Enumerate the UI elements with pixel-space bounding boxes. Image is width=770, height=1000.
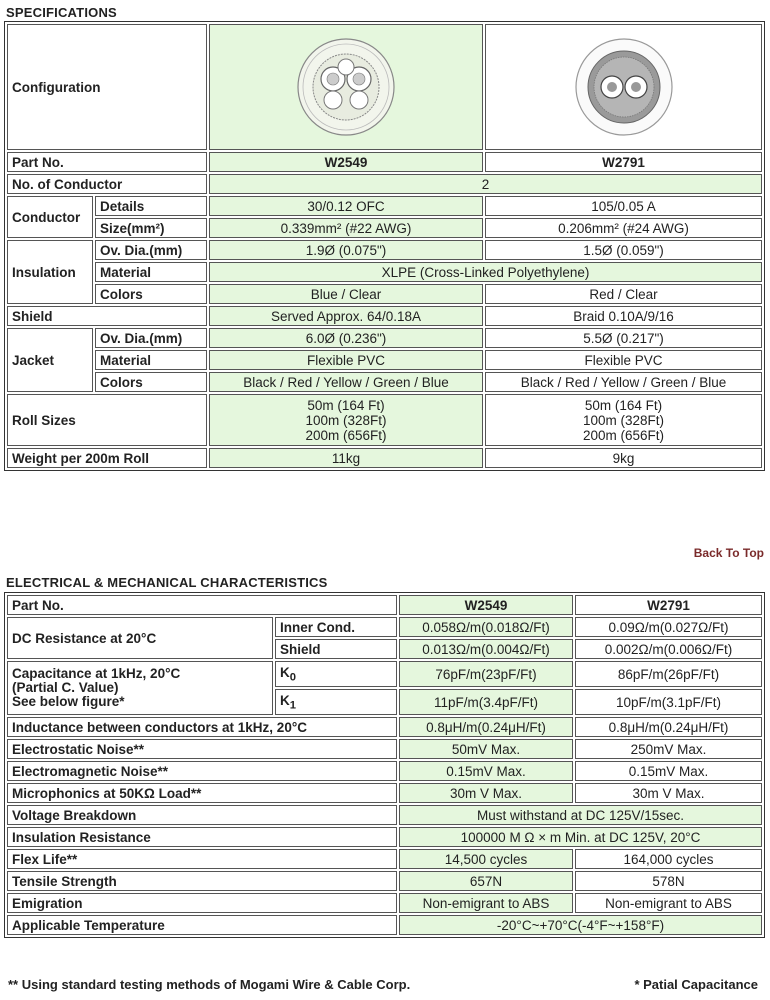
flex-life-w2791: 164,000 cycles	[575, 849, 762, 869]
footnote-testing-methods: ** Using standard testing methods of Mogami Wire & Cable Corp.	[8, 977, 411, 992]
inner-cond-label: Inner Cond.	[275, 617, 397, 637]
insulation-dia-w2791: 1.5Ø (0.059")	[485, 240, 762, 260]
k0-label	[275, 661, 397, 687]
part-no-w2549: W2549	[209, 152, 483, 172]
tensile-strength-w2549: 657N	[399, 871, 573, 891]
roll-size: 200m (656Ft)	[582, 427, 665, 443]
w2791-cross-section	[485, 24, 762, 150]
voltage-breakdown-label: Voltage Breakdown	[7, 805, 397, 825]
capacitance-label	[7, 661, 273, 715]
voltage-breakdown-value: Must withstand at DC 125V/15sec.	[399, 805, 762, 825]
w2549-cross-section-icon	[296, 37, 396, 137]
capacitance-line: See below figure*	[12, 694, 125, 709]
roll-sizes-label: Roll Sizes	[7, 394, 207, 446]
insulation-label: Insulation	[7, 240, 93, 304]
jacket-material-label: Material	[95, 350, 207, 370]
jacket-material-w2791: Flexible PVC	[485, 350, 762, 370]
roll-size: 200m (656Ft)	[305, 427, 387, 443]
k0-w2791: 86pF/m(26pF/Ft)	[575, 661, 762, 687]
elec-part-no-label: Part No.	[7, 595, 397, 615]
k0-symbol: K	[280, 664, 290, 680]
shield-res-w2791: 0.002Ω/m(0.006Ω/Ft)	[575, 639, 762, 659]
flex-life-w2549: 14,500 cycles	[399, 849, 573, 869]
k1-w2791: 10pF/m(3.1pF/Ft)	[575, 689, 762, 715]
k1-symbol: K	[280, 692, 290, 708]
insulation-colors-w2791: Red / Clear	[485, 284, 762, 304]
weight-label: Weight per 200m Roll	[7, 448, 207, 468]
electromagnetic-noise-w2549: 0.15mV Max.	[399, 761, 573, 781]
conductor-label: Conductor	[7, 196, 93, 238]
details-w2791: 105/0.05 A	[485, 196, 762, 216]
electrical-mechanical-title: ELECTRICAL & MECHANICAL CHARACTERISTICS	[6, 575, 328, 590]
size-w2549: 0.339mm² (#22 AWG)	[209, 218, 483, 238]
jacket-dia-w2791: 5.5Ø (0.217")	[485, 328, 762, 348]
shield-w2549: Served Approx. 64/0.18A	[209, 306, 483, 326]
microphonics-label: Microphonics at 50KΩ Load**	[7, 783, 397, 803]
jacket-ov-dia-label: Ov. Dia.(mm)	[95, 328, 207, 348]
insulation-material-label: Material	[95, 262, 207, 282]
k1-subscript: 1	[289, 699, 297, 712]
insulation-colors-w2549: Blue / Clear	[209, 284, 483, 304]
roll-sizes-w2549	[209, 394, 483, 446]
w2549-cross-section	[209, 24, 483, 150]
roll-size: 100m (328Ft)	[582, 412, 665, 428]
inner-cond-w2549: 0.058Ω/m(0.018Ω/Ft)	[399, 617, 573, 637]
size-w2791: 0.206mm² (#24 AWG)	[485, 218, 762, 238]
weight-w2791: 9kg	[485, 448, 762, 468]
no-of-conductor-value: 2	[209, 174, 762, 194]
jacket-colors-label: Colors	[95, 372, 207, 392]
roll-size: 50m (164 Ft)	[307, 397, 385, 413]
microphonics-w2549: 30m V Max.	[399, 783, 573, 803]
shield-label: Shield	[7, 306, 207, 326]
details-label: Details	[95, 196, 207, 216]
electrostatic-noise-w2791: 250mV Max.	[575, 739, 762, 759]
tensile-strength-label: Tensile Strength	[7, 871, 397, 891]
insulation-colors-label: Colors	[95, 284, 207, 304]
electrostatic-noise-w2549: 50mV Max.	[399, 739, 573, 759]
applicable-temperature-value: -20°C~+70°C(-4°F~+158°F)	[399, 915, 762, 935]
w2791-cross-section-icon	[574, 37, 674, 137]
jacket-colors-w2549: Black / Red / Yellow / Green / Blue	[209, 372, 483, 392]
part-no-label: Part No.	[7, 152, 207, 172]
elec-part-no-w2791: W2791	[575, 595, 762, 615]
details-w2549: 30/0.12 OFC	[209, 196, 483, 216]
jacket-label: Jacket	[7, 328, 93, 392]
electrical-mechanical-table	[5, 593, 764, 937]
jacket-material-w2549: Flexible PVC	[209, 350, 483, 370]
jacket-dia-w2549: 6.0Ø (0.236")	[209, 328, 483, 348]
k1-label	[275, 689, 397, 715]
dc-resistance-label: DC Resistance at 20°C	[7, 617, 273, 659]
microphonics-w2791: 30m V Max.	[575, 783, 762, 803]
insulation-ov-dia-label: Ov. Dia.(mm)	[95, 240, 207, 260]
capacitance-line: Capacitance at 1kHz, 20°C	[12, 666, 181, 681]
flex-life-label: Flex Life**	[7, 849, 397, 869]
applicable-temperature-label: Applicable Temperature	[7, 915, 397, 935]
elec-part-no-w2549: W2549	[399, 595, 573, 615]
emigration-w2549: Non-emigrant to ABS	[399, 893, 573, 913]
specifications-table	[5, 22, 764, 470]
inductance-label: Inductance between conductors at 1kHz, 20°C	[7, 717, 397, 737]
inner-cond-w2791: 0.09Ω/m(0.027Ω/Ft)	[575, 617, 762, 637]
shield-res-label: Shield	[275, 639, 397, 659]
insulation-resistance-value: 100000 M Ω × m Min. at DC 125V, 20°C	[399, 827, 762, 847]
no-of-conductor-label: No. of Conductor	[7, 174, 207, 194]
emigration-w2791: Non-emigrant to ABS	[575, 893, 762, 913]
inductance-w2549: 0.8μH/m(0.24μH/Ft)	[399, 717, 573, 737]
insulation-dia-w2549: 1.9Ø (0.075")	[209, 240, 483, 260]
electromagnetic-noise-w2791: 0.15mV Max.	[575, 761, 762, 781]
k1-w2549: 11pF/m(3.4pF/Ft)	[399, 689, 573, 715]
insulation-material-value: XLPE (Cross-Linked Polyethylene)	[209, 262, 762, 282]
insulation-resistance-label: Insulation Resistance	[7, 827, 397, 847]
weight-w2549: 11kg	[209, 448, 483, 468]
footnote-partial-capacitance: * Patial Capacitance	[634, 977, 758, 992]
emigration-label: Emigration	[7, 893, 397, 913]
roll-size: 50m (164 Ft)	[584, 397, 663, 413]
k0-w2549: 76pF/m(23pF/Ft)	[399, 661, 573, 687]
roll-sizes-w2791	[485, 394, 762, 446]
tensile-strength-w2791: 578N	[575, 871, 762, 891]
electromagnetic-noise-label: Electromagnetic Noise**	[7, 761, 397, 781]
shield-w2791: Braid 0.10A/9/16	[485, 306, 762, 326]
electrostatic-noise-label: Electrostatic Noise**	[7, 739, 397, 759]
part-no-w2791: W2791	[485, 152, 762, 172]
roll-size: 100m (328Ft)	[305, 412, 387, 428]
shield-res-w2549: 0.013Ω/m(0.004Ω/Ft)	[399, 639, 573, 659]
specifications-title: SPECIFICATIONS	[6, 5, 117, 20]
back-to-top-link[interactable]: Back To Top	[693, 546, 764, 560]
size-label: Size(mm²)	[95, 218, 207, 238]
capacitance-line: (Partial C. Value)	[12, 680, 119, 695]
k0-subscript: 0	[289, 671, 297, 684]
jacket-colors-w2791: Black / Red / Yellow / Green / Blue	[485, 372, 762, 392]
inductance-w2791: 0.8μH/m(0.24μH/Ft)	[575, 717, 762, 737]
configuration-label: Configuration	[7, 24, 207, 150]
